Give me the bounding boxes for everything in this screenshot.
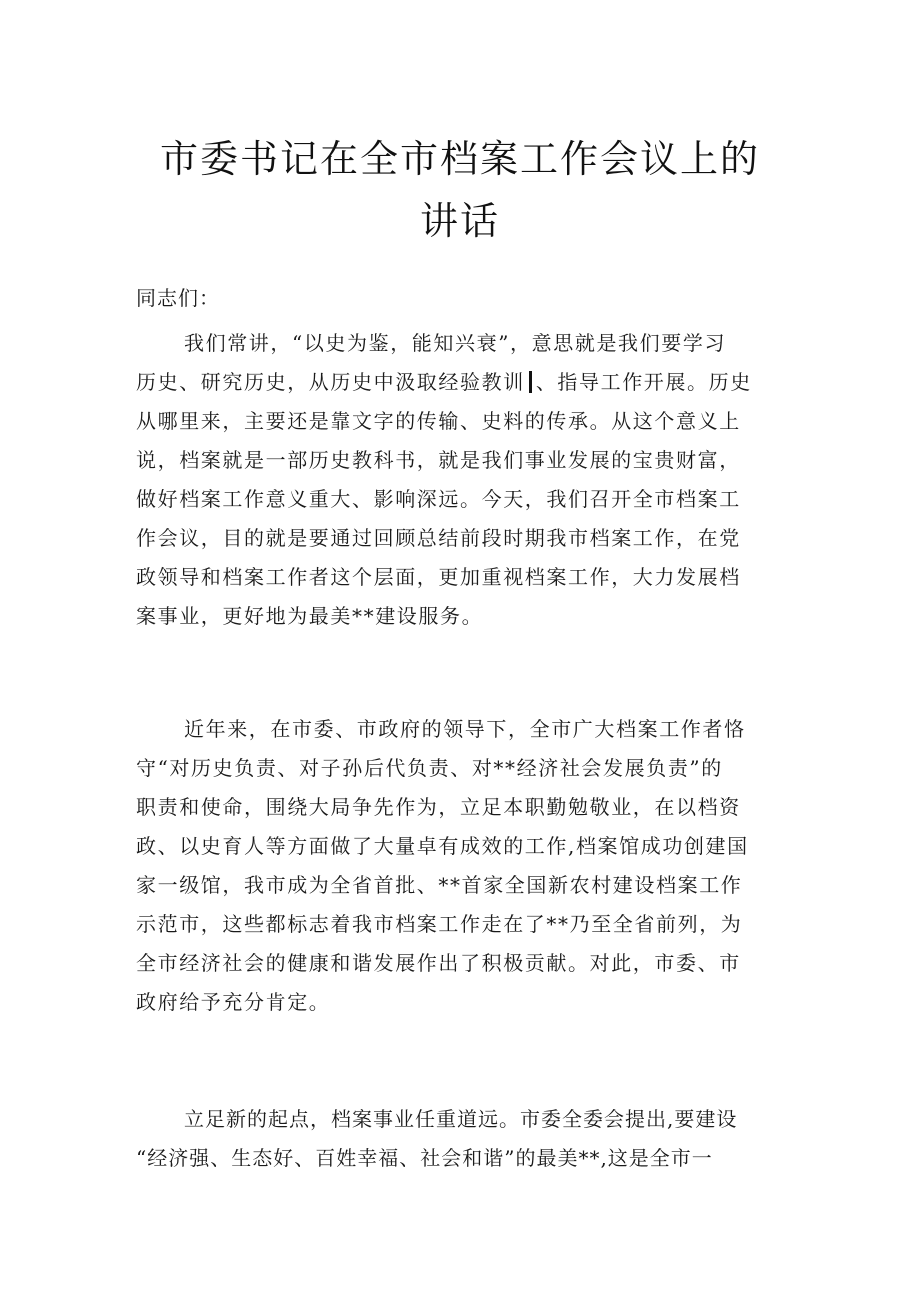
line-segment: 历史、研究历史，从历史中汲取经验教训 (136, 370, 525, 394)
paragraph-line: “经济强、生态好、百姓幸福、社会和谐”的最美**,这是全市一 (136, 1146, 713, 1170)
paragraph-line: 我们常讲，“以史为鉴，能知兴衰”，意思就是我们要学习 (184, 331, 727, 355)
paragraph-line: 说，档案就是一部历史教科书，就是我们事业发展的宝贵财富， (136, 448, 741, 472)
paragraph-line: 全市经济社会的健康和谐发展作出了积极贡献。对此，市委、市 (136, 951, 741, 975)
title-line-2: 讲话 (419, 199, 500, 243)
paragraph-2 (136, 710, 792, 1022)
paragraph-line: 守“对历史负责、对子孙后代负责、对**经济社会发展负责”的 (136, 756, 723, 780)
document-title (100, 128, 820, 252)
paragraph-line: 作会议，目的就是要通过回顾总结前段时期我市档案工作，在党 (136, 526, 741, 550)
line-segment: 、指导工作开展。历史 (535, 370, 752, 394)
paragraph-line: 近年来，在市委、市政府的领导下，全市广大档案工作者恪 (184, 717, 746, 741)
paragraph-line: 政、以史育人等方面做了大量卓有成效的工作,档案馆成功创建国 (136, 834, 749, 858)
paragraph-line: 职责和使命，围绕大局争先作为，立足本职勤勉敬业，在以档资 (136, 795, 741, 819)
paragraph-line: 示范市，这些都标志着我市档案工作走在了**乃至全省前列，为 (136, 912, 743, 936)
paragraph-line: 从哪里来，主要还是靠文字的传输、史料的传承。从这个意义上 (136, 409, 741, 433)
paragraph-1 (136, 324, 792, 636)
title-line-1: 市委书记在全市档案工作会议上的 (159, 137, 760, 181)
paragraph-line: 立足新的起点，档案事业任重道远。市委全委会提出,要建设 (184, 1107, 738, 1131)
paragraph-line: 家一级馆，我市成为全省首批、**首家全国新农村建设档案工作 (136, 873, 743, 897)
paragraph-line: 政领导和档案工作者这个层面，更加重视档案工作，大力发展档 (136, 565, 741, 589)
salutation: 同志们： (136, 286, 220, 310)
paragraph-line (136, 363, 792, 402)
paragraph-3 (136, 1100, 792, 1178)
paragraph-line: 政府给予充分肯定。 (136, 990, 331, 1014)
paragraph-line: 做好档案工作意义重大、影响深远。今天，我们召开全市档案工 (136, 487, 741, 511)
text-cursor (529, 371, 532, 393)
paragraph-line: 案事业，更好地为最美**建设服务。 (136, 604, 484, 628)
